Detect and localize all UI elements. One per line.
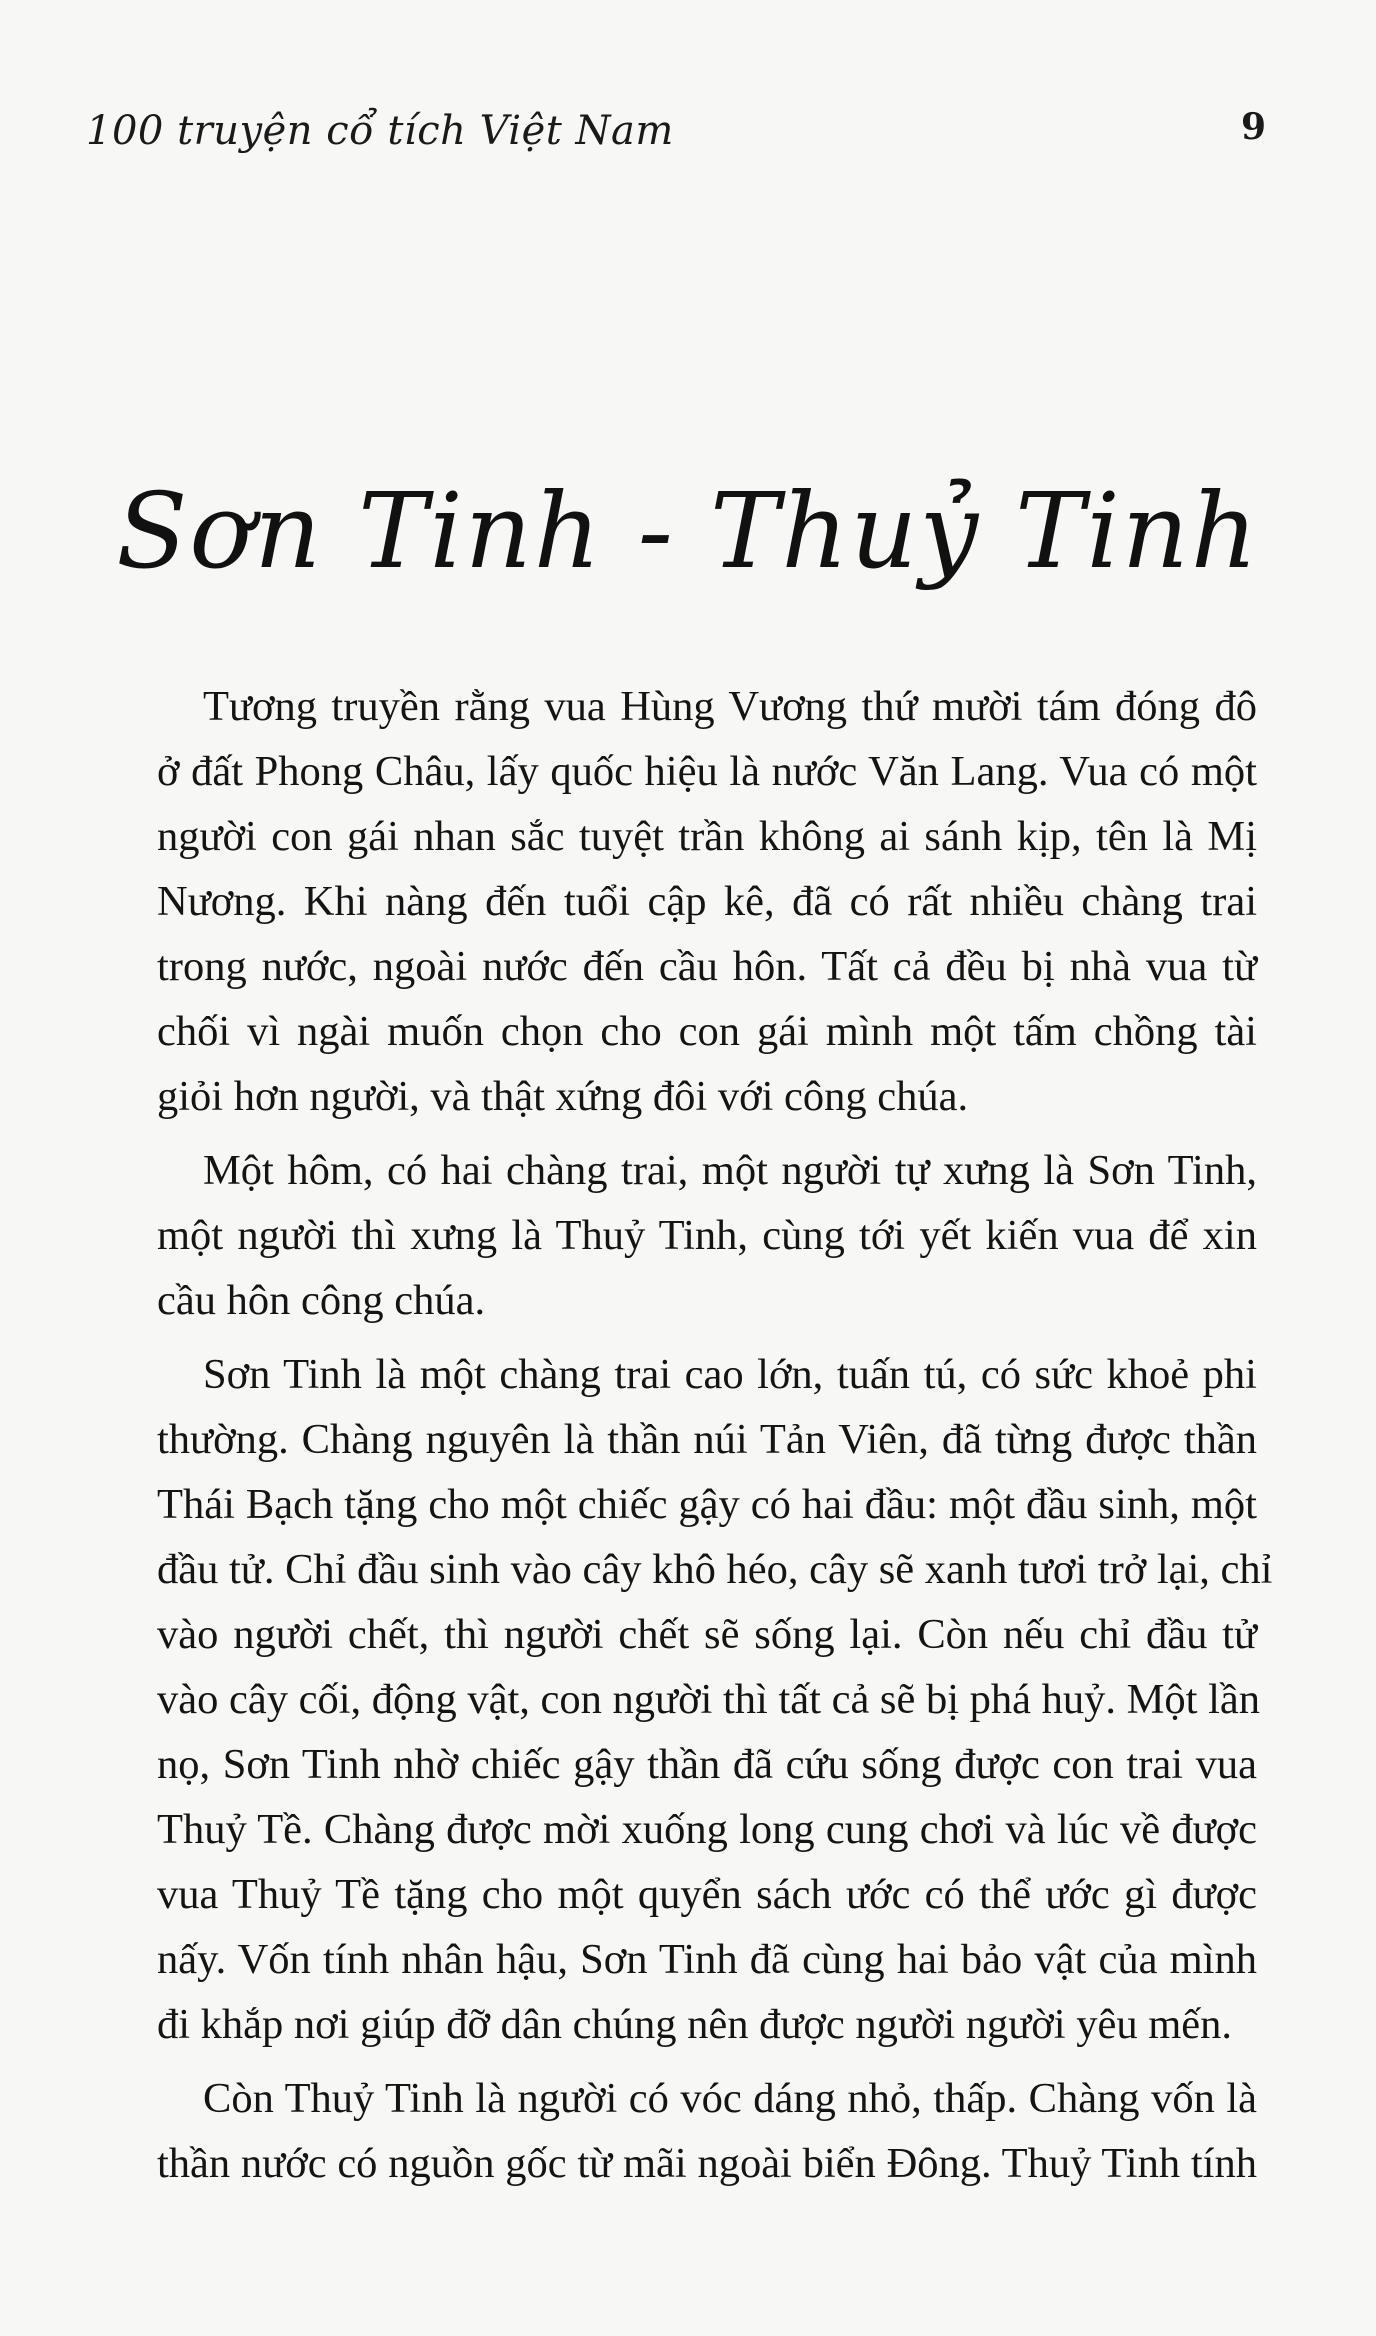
running-header: 100 truyện cổ tích Việt Nam: [86, 108, 674, 154]
text-line: giỏi hơn người, và thật xứng đôi với công chúa.: [157, 1073, 969, 1120]
text-line: Còn Thuỷ Tinh là người có vóc dáng nhỏ, thấp. Chàng vốn là: [203, 2075, 1257, 2122]
paragraph: [157, 1342, 1273, 2057]
text-line: Tương truyền rằng vua Hùng Vương thứ mười tám đóng đô: [203, 683, 1257, 730]
paragraph: [157, 1138, 1257, 1333]
page-number: 9: [1240, 106, 1266, 148]
text-line: thần nước có nguồn gốc từ mãi ngoài biển Đông. Thuỷ Tinh tính: [157, 2140, 1257, 2187]
text-line: ở đất Phong Châu, lấy quốc hiệu là nước Văn Lang. Vua có một: [157, 748, 1257, 795]
text-line: đi khắp nơi giúp đỡ dân chúng nên được người người yêu mến.: [157, 2001, 1232, 2048]
text-line: nọ, Sơn Tinh nhờ chiếc gậy thần đã cứu sống được con trai vua: [157, 1741, 1257, 1788]
text-line: đầu tử. Chỉ đầu sinh vào cây khô héo, cây sẽ xanh tươi trở lại, chỉ: [157, 1546, 1273, 1593]
text-line: Nương. Khi nàng đến tuổi cập kê, đã có rất nhiều chàng trai: [157, 878, 1257, 925]
text-line: Thái Bạch tặng cho một chiếc gậy có hai đầu: một đầu sinh, một: [157, 1481, 1257, 1528]
story-title: Sơn Tinh - Thuỷ Tinh: [116, 470, 1260, 592]
text-line: Một hôm, có hai chàng trai, một người tự xưng là Sơn Tinh,: [203, 1147, 1257, 1194]
story-body: [157, 674, 1273, 2205]
paragraph: [157, 2066, 1257, 2196]
text-line: vào người chết, thì người chết sẽ sống lại. Còn nếu chỉ đầu tử: [157, 1611, 1257, 1658]
text-line: Sơn Tinh là một chàng trai cao lớn, tuấn tú, có sức khoẻ phi: [203, 1351, 1257, 1398]
text-line: một người thì xưng là Thuỷ Tinh, cùng tới yết kiến vua để xin: [157, 1212, 1257, 1259]
text-line: chối vì ngài muốn chọn cho con gái mình một tấm chồng tài: [157, 1008, 1257, 1055]
text-line: cầu hôn công chúa.: [157, 1277, 486, 1324]
text-line: nấy. Vốn tính nhân hậu, Sơn Tinh đã cùng hai bảo vật của mình: [157, 1936, 1257, 1983]
text-line: vào cây cối, động vật, con người thì tất cả sẽ bị phá huỷ. Một lần: [157, 1676, 1261, 1723]
paragraph: [157, 674, 1257, 1129]
text-line: trong nước, ngoài nước đến cầu hôn. Tất cả đều bị nhà vua từ: [157, 943, 1257, 990]
text-line: Thuỷ Tề. Chàng được mời xuống long cung chơi và lúc về được: [157, 1806, 1257, 1853]
text-line: người con gái nhan sắc tuyệt trần không ai sánh kịp, tên là Mị: [157, 813, 1257, 860]
text-line: thường. Chàng nguyên là thần núi Tản Viên, đã từng được thần: [157, 1416, 1257, 1463]
text-line: vua Thuỷ Tề tặng cho một quyển sách ước có thể ước gì được: [157, 1871, 1257, 1918]
